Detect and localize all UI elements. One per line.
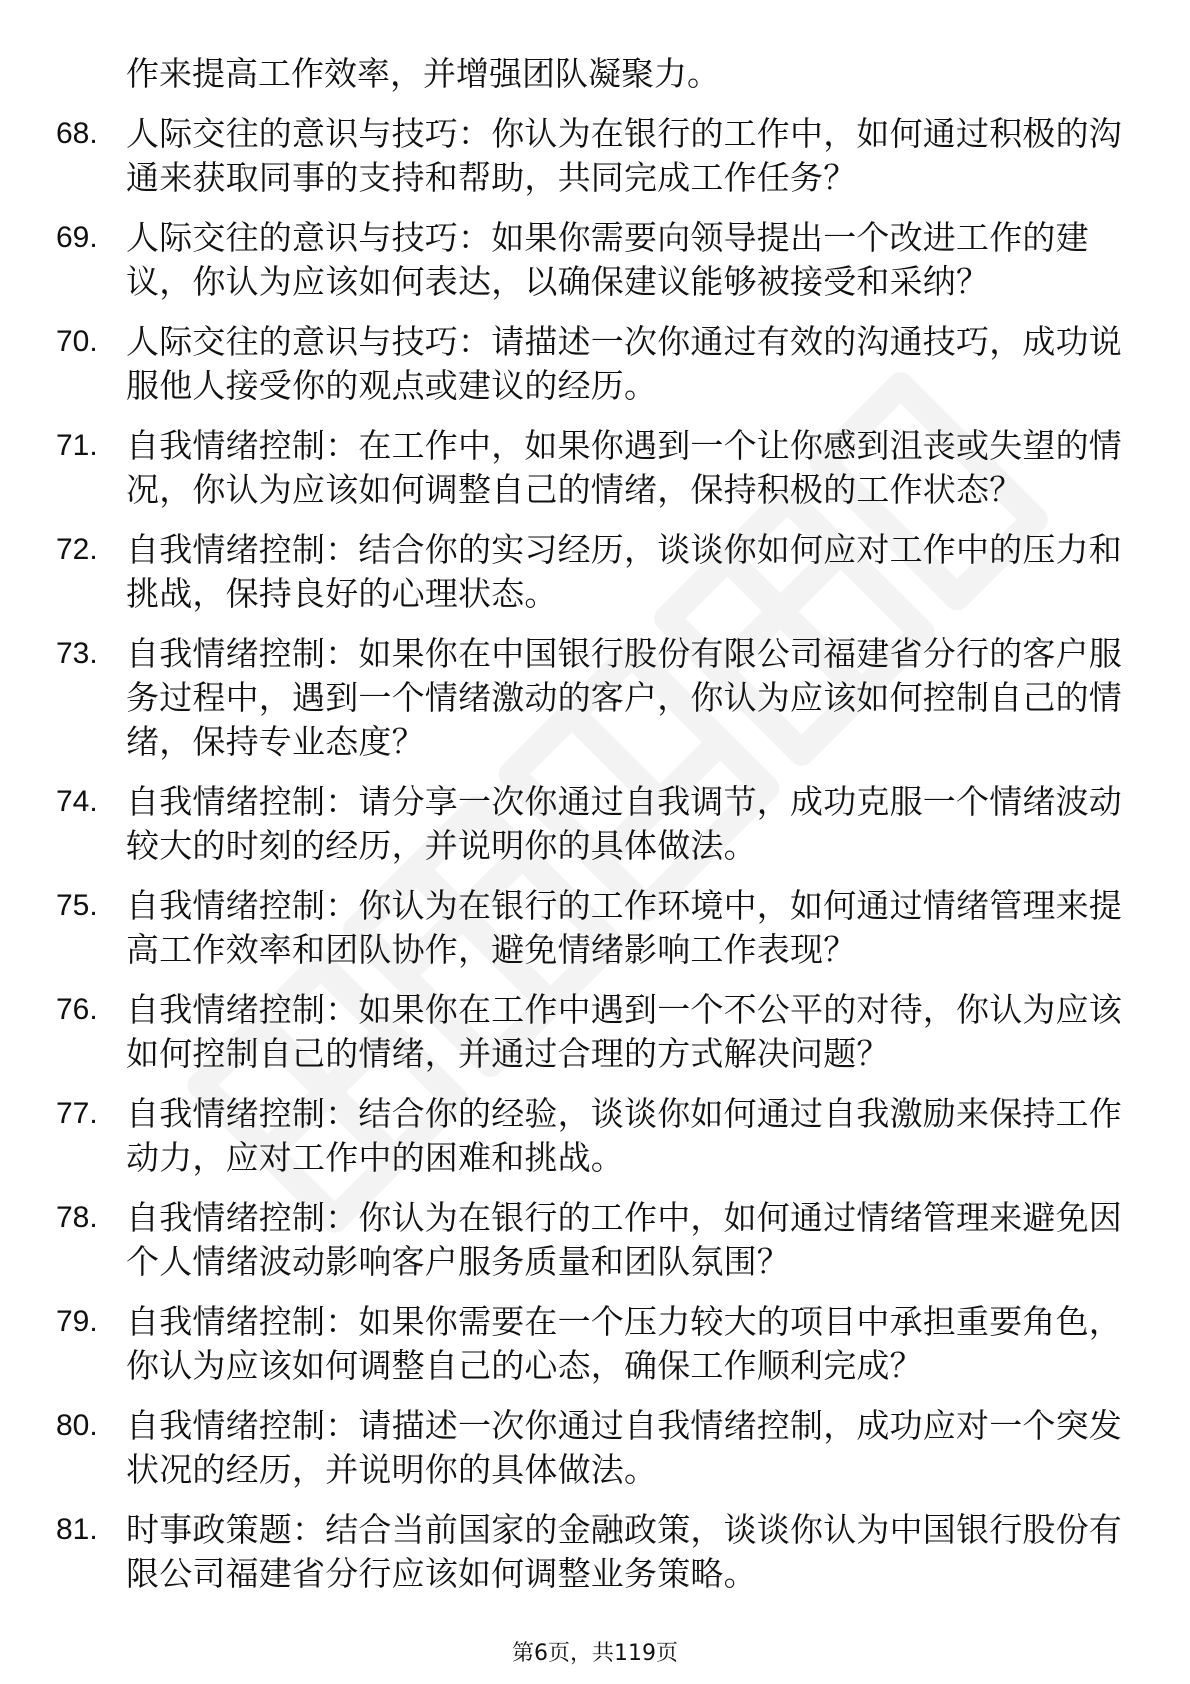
question-number: 73. [56,637,98,670]
page-number: 第6页，共119页 [512,1641,678,1666]
question-list [56,52,1136,1612]
question-number: 80. [56,1409,98,1442]
question-number: 68. [56,117,98,150]
question-text: 人际交往的意识与技巧：请描述一次你通过有效的沟通技巧，成功说服他人接受你的观点或建议的经历。 [126,322,1122,405]
question-number: 78. [56,1201,98,1234]
question-text: 自我情绪控制：请描述一次你通过自我情绪控制，成功应对一个突发状况的经历，并说明你的具体做法。 [126,1406,1122,1489]
question-number: 76. [56,993,98,1026]
question-text: 人际交往的意识与技巧：你认为在银行的工作中，如何通过积极的沟通来获取同事的支持和帮助，共同完成工作任务？ [126,114,1122,197]
list-item [56,528,1136,616]
list-item [56,1300,1136,1388]
question-text: 自我情绪控制：如果你在中国银行股份有限公司福建省分行的客户服务过程中，遇到一个情绪激动的客户，你认为应该如何控制自己的情绪，保持专业态度？ [126,634,1122,761]
list-item [56,632,1136,764]
list-item [56,1508,1136,1596]
list-item [56,112,1136,200]
question-number: 70. [56,325,98,358]
question-text: 自我情绪控制：在工作中，如果你遇到一个让你感到沮丧或失望的情况，你认为应该如何调整自己的情绪，保持积极的工作状态？ [126,426,1122,509]
question-number: 75. [56,889,98,922]
question-text: 自我情绪控制：请分享一次你通过自我调节，成功克服一个情绪波动较大的时刻的经历，并说明你的具体做法。 [126,782,1122,865]
question-text: 时事政策题：结合当前国家的金融政策，谈谈你认为中国银行股份有限公司福建省分行应该如何调整业务策略。 [126,1510,1122,1593]
list-item [56,988,1136,1076]
question-number: 69. [56,221,98,254]
question-text: 人际交往的意识与技巧：如果你需要向领导提出一个改进工作的建议，你认为应该如何表达，以确保建议能够被接受和采纳？ [126,218,1089,301]
question-text: 自我情绪控制：你认为在银行的工作环境中，如何通过情绪管理来提高工作效率和团队协作，避免情绪影响工作表现？ [126,886,1122,969]
question-number: 81. [56,1513,98,1546]
question-number: 74. [56,785,98,818]
list-item [56,780,1136,868]
list-item [56,320,1136,408]
question-text: 自我情绪控制：如果你需要在一个压力较大的项目中承担重要角色，你认为应该如何调整自己的心态，确保工作顺利完成？ [126,1302,1122,1385]
continued-text: 作来提高工作效率，并增强团队凝聚力。 [126,54,720,93]
list-item [56,424,1136,512]
list-item [56,216,1136,304]
list-item [56,1092,1136,1180]
question-text: 自我情绪控制：如果你在工作中遇到一个不公平的对待，你认为应该如何控制自己的情绪，并通过合理的方式解决问题？ [126,990,1122,1073]
list-item [56,884,1136,972]
question-number: 79. [56,1305,98,1338]
list-item [56,1196,1136,1284]
question-number: 71. [56,429,98,462]
question-text: 自我情绪控制：结合你的经验，谈谈你如何通过自我激励来保持工作动力，应对工作中的困难和挑战。 [126,1094,1122,1177]
question-number: 72. [56,533,98,566]
question-number: 77. [56,1097,98,1130]
question-text: 自我情绪控制：结合你的实习经历，谈谈你如何应对工作中的压力和挑战，保持良好的心理状态。 [126,530,1122,613]
list-item [56,1404,1136,1492]
question-text: 自我情绪控制：你认为在银行的工作中，如何通过情绪管理来避免因个人情绪波动影响客户服务质量和团队氛围？ [126,1198,1122,1281]
